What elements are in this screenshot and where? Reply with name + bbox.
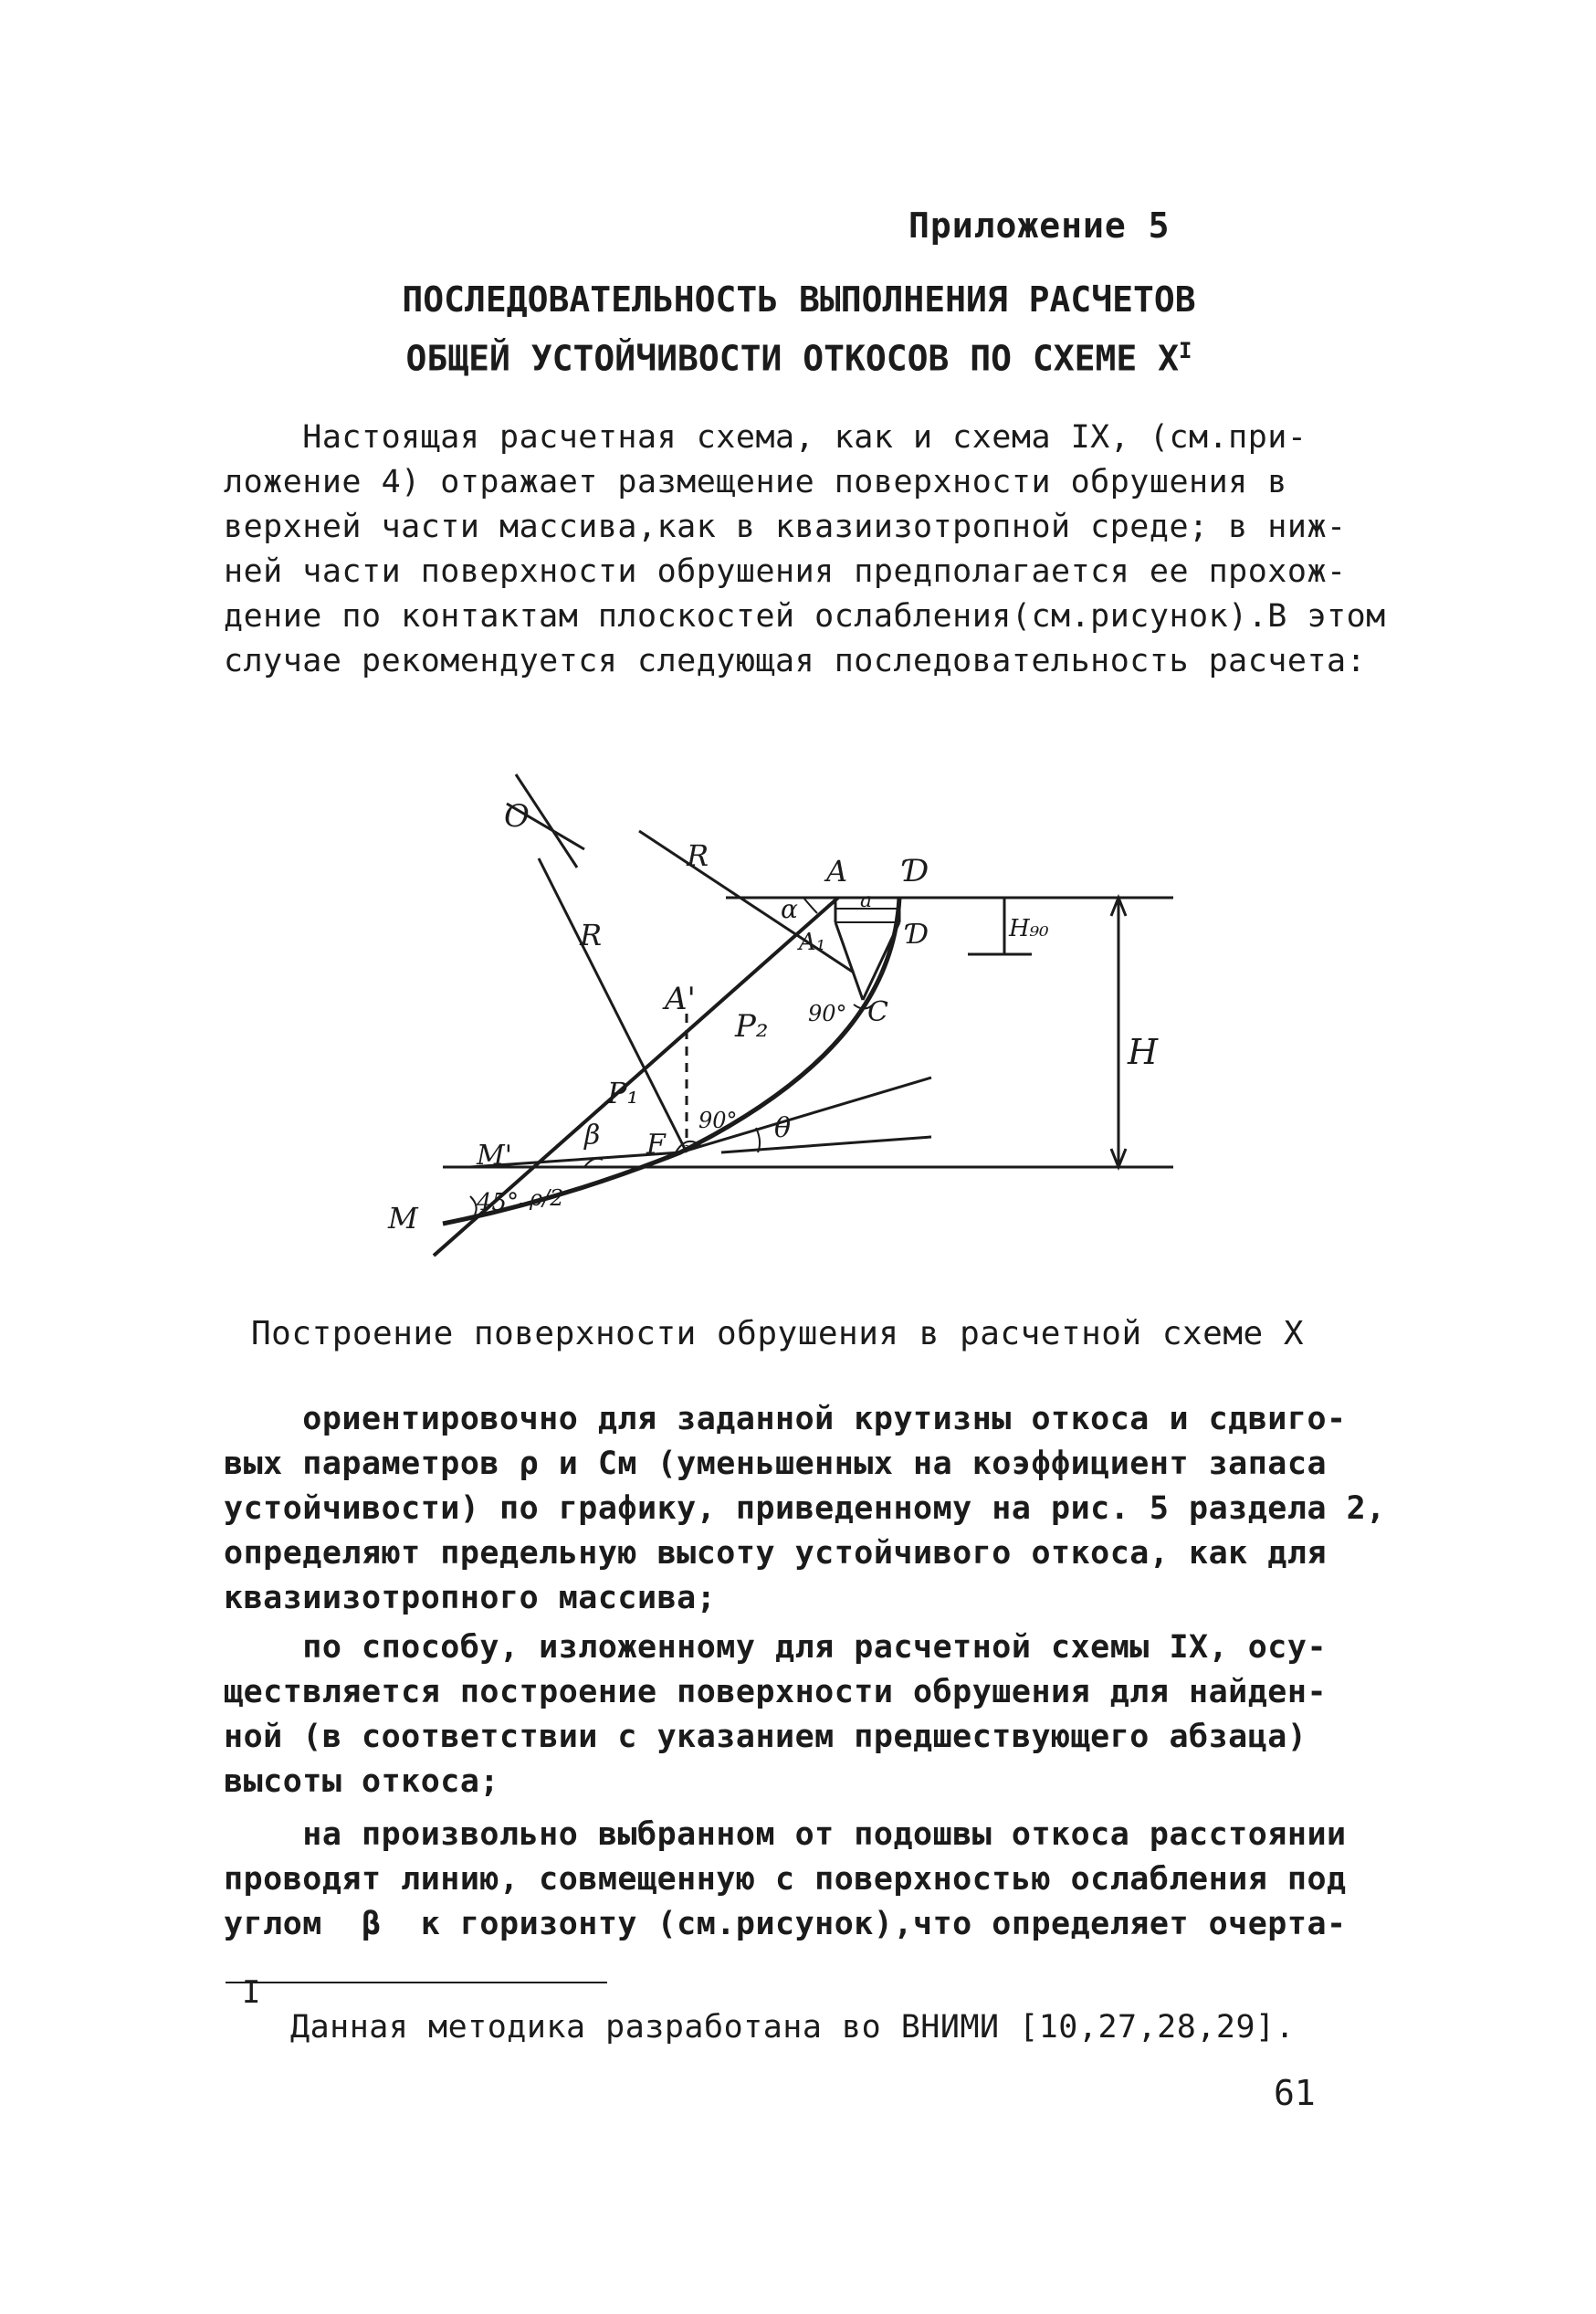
crack-diag-right [863,922,899,1000]
weakness-line-lower [721,1137,931,1152]
label-p1: P₁ [607,1076,639,1110]
label-o: O [504,798,530,835]
title-line-2: ОБЩЕЙ УСТОЙЧИВОСТИ ОТКОСОВ ПО СХЕМЕ $X^I$ [405,338,1192,379]
label-m: M [388,1201,418,1236]
label-45: 45°- [477,1189,527,1216]
label-theta: θ [774,1112,792,1144]
label-rho-half: ρ/2 [530,1185,564,1211]
label-h: H [1128,1032,1159,1072]
label-alpha: α [781,894,798,924]
label-a1: A₁ [799,929,826,956]
label-d-top: Ɗ [904,853,929,889]
crack-diag-left [835,922,863,1000]
label-d-side: Ɗ [907,919,929,951]
figure-caption: Построение поверхности обрушения в расчетной схеме X [251,1315,1305,1352]
label-r-left: R [580,918,603,952]
label-a-prime: A' [665,981,696,1017]
failure-surface-curve [443,898,899,1224]
label-f: F [646,1129,666,1161]
step-3-paragraph: на произвольно выбранном от подошвы откоса расстоянии проводят линию, совмещенную с поверхностью ослабления под углом β к горизонту (см.рисунок),что определяет очерта- [224,1816,1347,1942]
alpha-arc [803,898,817,913]
footnote-divider [226,1982,607,1983]
angle-45-arc [470,1196,477,1215]
intro-paragraph: Настоящая расчетная схема, как и схема IX, (см.при- ложение 4) отражает размещение поверхности обрушения в верхней части массива,как в квазиизотропной среде; в ниж- ней части поверхности обрушения предполагается ее прохож- дение по контактам плоскостей ослабления(см.рисунок).В этом случае рекомендуется следующая последовательность расчета: [224,419,1386,679]
label-c: C [867,996,888,1028]
label-h90: H₉₀ [1009,915,1049,942]
title-footnote-ref: I [1179,338,1192,363]
footnote-mark: I [242,1974,261,2011]
step-1-paragraph: ориентировочно для заданной крутизны откоса и сдвиго- вых параметров ρ и Cм (уменьшенных на коэффициент запаса устойчивости) по графику, приведенному на рис. 5 раздела 2, определяют предельную высоту устойчивого откоса, как для квазиизотропного массива; [224,1401,1386,1616]
step-2-paragraph: по способу, изложенному для расчетной схемы IX, осу- ществляется построение поверхности обрушения для найден- ной (в соответствии с указанием предшествующего абзаца) высоты откоса; [224,1629,1328,1800]
appendix-label: Приложение 5 [908,205,1171,246]
label-a: A [826,854,848,889]
page-number: 61 [1274,2073,1316,2113]
label-p2: P₂ [735,1008,769,1045]
label-m-prime: M' [477,1140,512,1172]
label-90-bottom: 90° [698,1108,738,1133]
label-a-small: a [860,889,873,912]
title-line-1: ПОСЛЕДОВАТЕЛЬНОСТЬ ВЫПОЛНЕНИЯ РАСЧЕТОВ [402,279,1196,320]
label-90-top: 90° [808,1001,847,1026]
label-r-top: R [687,838,709,873]
label-beta: β [584,1120,601,1152]
footnote-text: Данная методика разработана во ВНИМИ [10,27,28,29]. [290,2009,1296,2046]
